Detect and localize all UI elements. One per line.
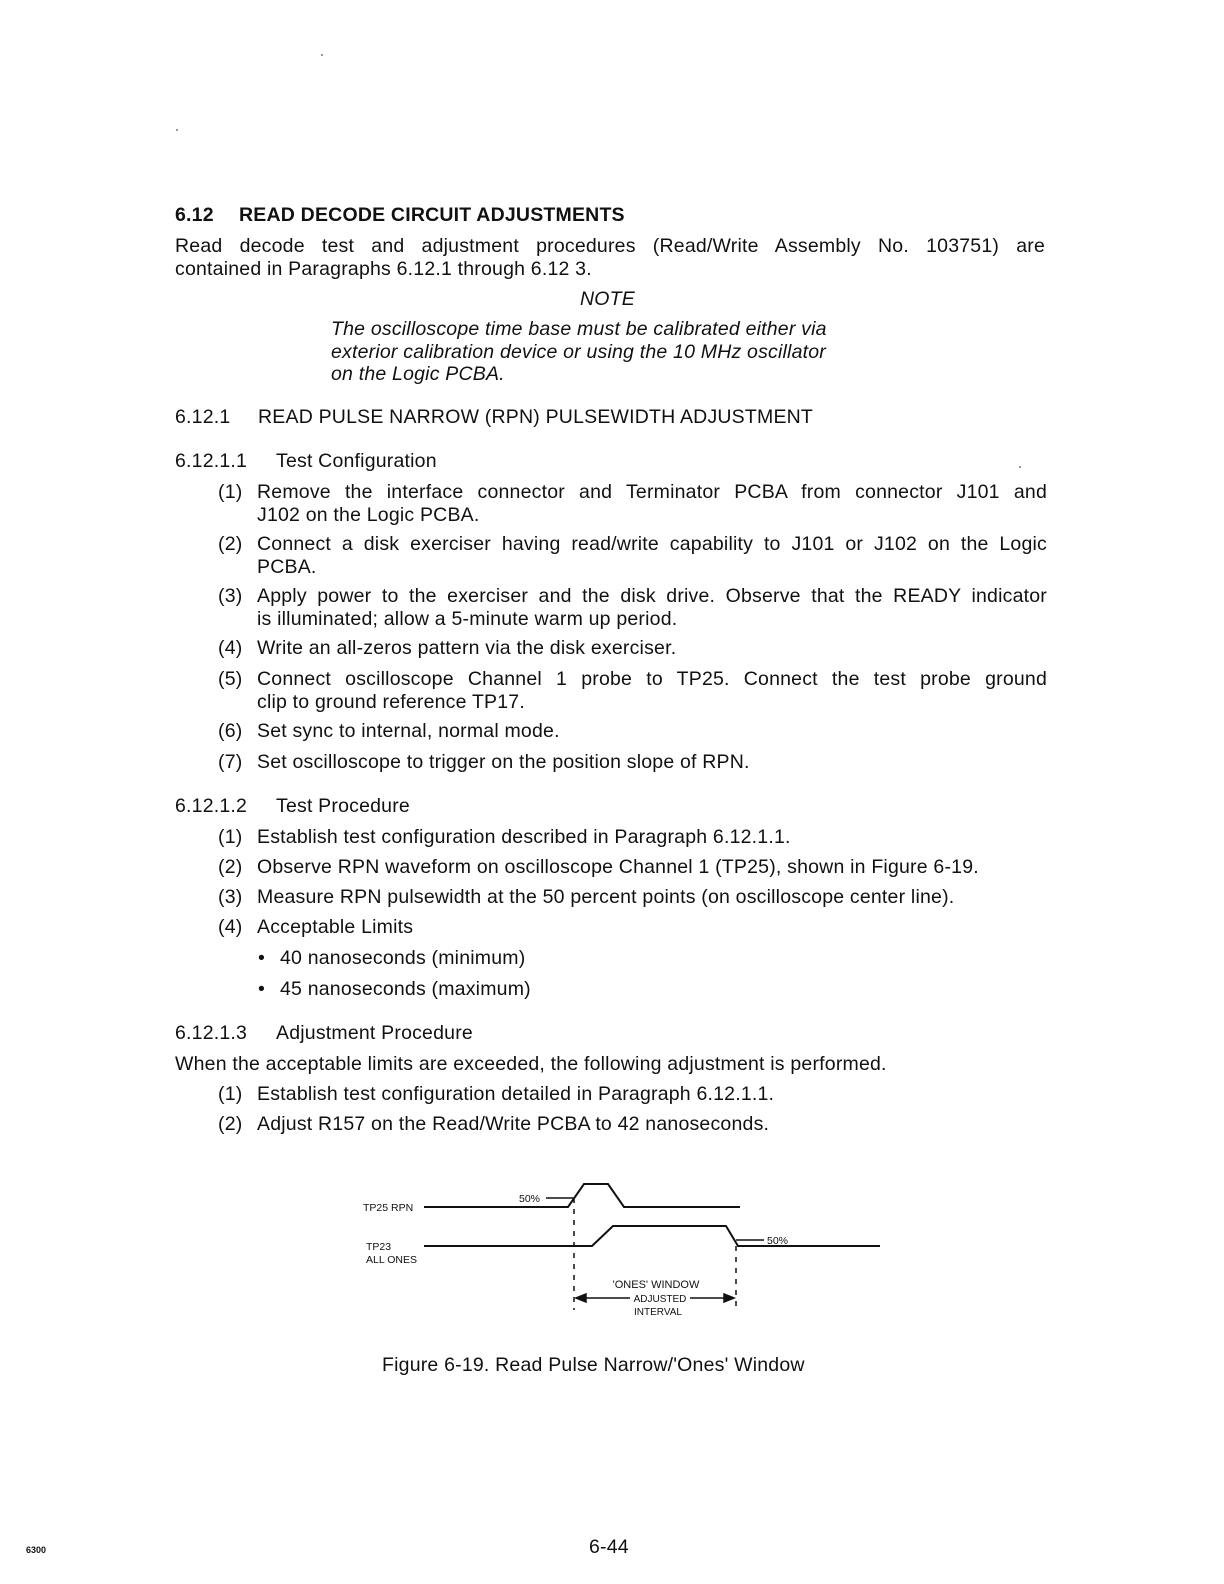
step-text-line-1: Set oscilloscope to trigger on the position slope of RPN. — [257, 751, 750, 773]
step-number: (1) — [218, 826, 243, 848]
all-ones-waveform — [424, 1226, 880, 1246]
bullet-icon: • — [258, 978, 266, 1000]
step-text-line-1: Establish test configuration described in Paragraph 6.12.1.1. — [257, 826, 791, 848]
interval-arrowhead-left — [576, 1294, 586, 1302]
section-intro-line-1: Read decode test and adjustment procedures (Read/Write Assembly No. 103751) are — [175, 235, 1045, 257]
adjustment-title: Adjustment Procedure — [276, 1022, 473, 1044]
right-50-percent-label: 50% — [767, 1235, 789, 1247]
limit-text: 40 nanoseconds (minimum) — [280, 947, 526, 969]
step-text-line-2: is illuminated; allow a 5-minute warm up period. — [257, 608, 678, 630]
test-config-number: 6.12.1.1 — [175, 450, 248, 472]
step-number: (3) — [218, 886, 243, 908]
step-number: (2) — [218, 533, 243, 555]
step-number: (7) — [218, 751, 243, 773]
subsection-title: READ PULSE NARROW (RPN) PULSEWIDTH ADJUSTMENT — [258, 406, 814, 428]
test-procedure-title: Test Procedure — [276, 795, 410, 817]
section-intro-line-2: contained in Paragraphs 6.12.1 through 6.12 3. — [175, 258, 592, 280]
step-text-line-2: J102 on the Logic PCBA. — [257, 504, 480, 526]
step-number: (1) — [218, 481, 243, 503]
limit-text: 45 nanoseconds (maximum) — [280, 978, 531, 1000]
step-number: (2) — [218, 1113, 243, 1135]
step-number: (6) — [218, 720, 243, 742]
adjustment-number: 6.12.1.3 — [175, 1022, 248, 1044]
step-number: (1) — [218, 1083, 243, 1105]
step-text-line-2: PCBA. — [257, 556, 317, 578]
all-ones-label: ALL ONES — [366, 1254, 417, 1266]
step-number: (2) — [218, 856, 243, 878]
adjusted-label: ADJUSTED — [633, 1294, 687, 1305]
note-line-3: on the Logic PCBA. — [331, 363, 505, 385]
ones-window-label: 'ONES' WINDOW — [612, 1279, 700, 1291]
test-procedure-number: 6.12.1.2 — [175, 795, 248, 817]
subsection-number: 6.12.1 — [175, 406, 231, 428]
figure-caption: Figure 6-19. Read Pulse Narrow/'Ones' Window — [382, 1354, 805, 1376]
step-text-line-1: Observe RPN waveform on oscilloscope Channel 1 (TP25), shown in Figure 6-19. — [257, 856, 979, 878]
step-text-line-1: Set sync to internal, normal mode. — [257, 720, 560, 742]
step-text-line-1: Adjust R157 on the Read/Write PCBA to 42 nanoseconds. — [257, 1113, 770, 1135]
section-title: READ DECODE CIRCUIT ADJUSTMENTS — [239, 204, 625, 226]
adjustment-intro: When the acceptable limits are exceeded, the following adjustment is performed. — [175, 1053, 887, 1075]
step-number: (3) — [218, 585, 243, 607]
step-text-line-1: Write an all-zeros pattern via the disk exerciser. — [257, 637, 677, 659]
top-50-percent-label: 50% — [519, 1193, 541, 1205]
section-number: 6.12 — [175, 204, 214, 226]
note-line-1: The oscilloscope time base must be calibrated either via — [331, 318, 827, 340]
step-text-line-1: Remove the interface connector and Terminator PCBA from connector J101 and — [257, 481, 1047, 503]
bullet-icon: • — [258, 947, 266, 969]
interval-arrowhead-right — [724, 1294, 734, 1302]
tp23-label: TP23 — [366, 1241, 392, 1253]
step-number: (4) — [218, 637, 243, 659]
tp25-label: TP25 RPN — [363, 1202, 414, 1214]
step-text-line-1: Connect oscilloscope Channel 1 probe to TP25. Connect the test probe ground — [257, 668, 1047, 690]
rpn-waveform — [424, 1184, 740, 1207]
step-text-line-2: clip to ground reference TP17. — [257, 691, 525, 713]
step-text-line-1: Measure RPN pulsewidth at the 50 percent points (on oscilloscope center line). — [257, 886, 955, 908]
step-number: (4) — [218, 916, 243, 938]
note-line-2: exterior calibration device or using the 10 MHz oscillator — [331, 341, 826, 363]
step-text-line-1: Connect a disk exerciser having read/write capability to J101 or J102 on the Logic — [257, 533, 1047, 555]
step-number: (5) — [218, 668, 243, 690]
page-number: 6-44 — [589, 1536, 629, 1558]
step-text-line-1: Acceptable Limits — [257, 916, 414, 938]
interval-label: INTERVAL — [634, 1307, 682, 1318]
document-code: 6300 — [26, 1545, 47, 1555]
test-config-title: Test Configuration — [276, 450, 437, 472]
step-text-line-1: Apply power to the exerciser and the disk drive. Observe that the READY indicator — [257, 585, 1047, 607]
step-text-line-1: Establish test configuration detailed in Paragraph 6.12.1.1. — [257, 1083, 775, 1105]
note-heading: NOTE — [580, 288, 635, 310]
